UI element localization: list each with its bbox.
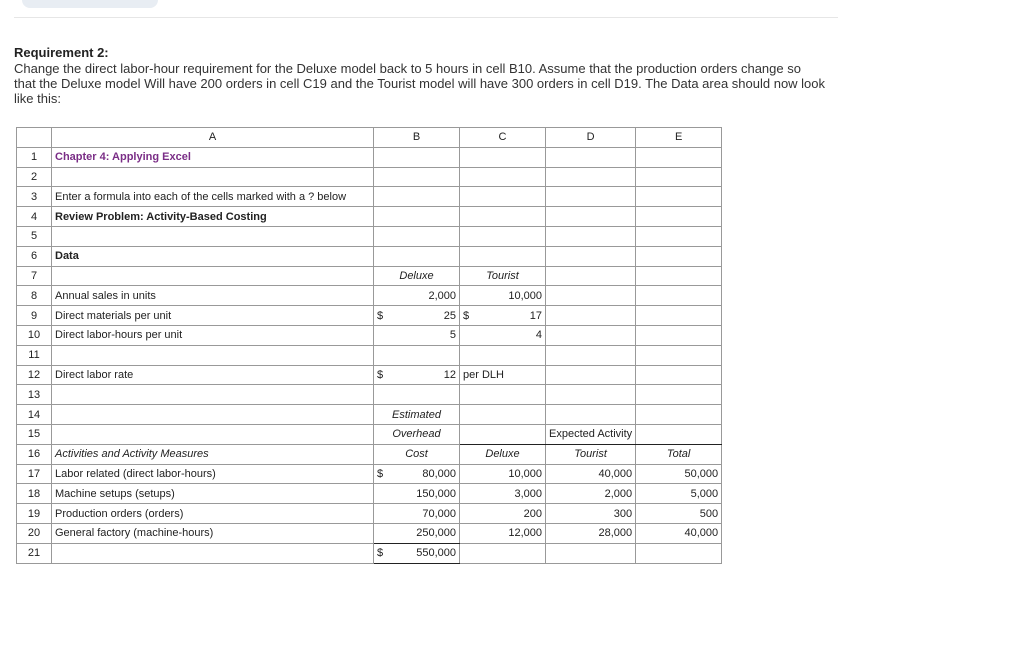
cell-d12 xyxy=(546,365,636,385)
row-6 xyxy=(17,246,722,266)
cell-d15: Expected Activity xyxy=(546,424,636,444)
cell-a16: Activities and Activity Measures xyxy=(52,444,374,464)
cell-b1 xyxy=(374,147,460,167)
cell-b18: 150,000 xyxy=(374,484,460,504)
cell-e12 xyxy=(636,365,722,385)
cell-d13 xyxy=(546,385,636,405)
row-header: 9 xyxy=(17,306,52,326)
row-header: 1 xyxy=(17,147,52,167)
row-header: 11 xyxy=(17,345,52,365)
cell-a3: Enter a formula into each of the cells marked with a ? below xyxy=(52,187,374,207)
cell-d19: 300 xyxy=(546,504,636,524)
cell-a8: Annual sales in units xyxy=(52,286,374,306)
row-21 xyxy=(17,543,722,563)
cell-c4 xyxy=(460,207,546,227)
row-header: 2 xyxy=(17,167,52,187)
cell-b12 xyxy=(374,365,460,385)
column-header-c: C xyxy=(460,128,546,148)
row-header: 3 xyxy=(17,187,52,207)
cell-a10: Direct labor-hours per unit xyxy=(52,325,374,345)
cell-e3 xyxy=(636,187,722,207)
cell-b4 xyxy=(374,207,460,227)
row-7 xyxy=(17,266,722,286)
row-header: 12 xyxy=(17,365,52,385)
cell-value: 12 xyxy=(443,368,456,381)
cell-e15 xyxy=(636,424,722,444)
cell-b11 xyxy=(374,345,460,365)
cell-c14 xyxy=(460,405,546,425)
cell-d7 xyxy=(546,266,636,286)
cell-c13 xyxy=(460,385,546,405)
row-9 xyxy=(17,306,722,326)
requirement-text: Change the direct labor-hour requirement for the Deluxe model back to 5 hours in cell B10. Assume that the production orders change so that the Deluxe model Will have 200 orders in cell C19 and the Tourist model will have 300 orders in cell D19. The Data area should now look like this: xyxy=(14,61,826,106)
row-16 xyxy=(17,444,722,464)
cell-e14 xyxy=(636,405,722,425)
row-header: 8 xyxy=(17,286,52,306)
row-10 xyxy=(17,325,722,345)
top-tab-pill[interactable] xyxy=(22,0,158,8)
cell-d10 xyxy=(546,325,636,345)
cell-e11 xyxy=(636,345,722,365)
cell-e2 xyxy=(636,167,722,187)
cell-b14: Estimated xyxy=(374,405,460,425)
row-header: 20 xyxy=(17,523,52,543)
cell-c3 xyxy=(460,187,546,207)
row-8 xyxy=(17,286,722,306)
cell-e16: Total xyxy=(636,444,722,464)
cell-b10: 5 xyxy=(374,325,460,345)
cell-d9 xyxy=(546,306,636,326)
cell-e17: 50,000 xyxy=(636,464,722,484)
cell-b13 xyxy=(374,385,460,405)
corner-cell xyxy=(17,128,52,148)
cell-b15: Overhead xyxy=(374,424,460,444)
currency-symbol: $ xyxy=(463,309,470,322)
column-header-b: B xyxy=(374,128,460,148)
row-1 xyxy=(17,147,722,167)
currency-symbol: $ xyxy=(377,547,384,560)
cell-b19: 70,000 xyxy=(374,504,460,524)
row-13 xyxy=(17,385,722,405)
cell-d5 xyxy=(546,226,636,246)
cell-b20: 250,000 xyxy=(374,523,460,543)
cell-a18: Machine setups (setups) xyxy=(52,484,374,504)
column-header-d: D xyxy=(546,128,636,148)
row-2 xyxy=(17,167,722,187)
row-3 xyxy=(17,187,722,207)
cell-a12: Direct labor rate xyxy=(52,365,374,385)
cell-e4 xyxy=(636,207,722,227)
cell-e21 xyxy=(636,543,722,563)
row-20 xyxy=(17,523,722,543)
currency-symbol: $ xyxy=(377,467,384,480)
cell-c16: Deluxe xyxy=(460,444,546,464)
cell-a6: Data xyxy=(52,246,374,266)
cell-c10: 4 xyxy=(460,325,546,345)
cell-d20: 28,000 xyxy=(546,523,636,543)
row-header: 10 xyxy=(17,325,52,345)
cell-d2 xyxy=(546,167,636,187)
cell-c17: 10,000 xyxy=(460,464,546,484)
cell-c9 xyxy=(460,306,546,326)
cell-a4: Review Problem: Activity-Based Costing xyxy=(52,207,374,227)
row-header: 19 xyxy=(17,504,52,524)
row-header: 13 xyxy=(17,385,52,405)
cell-e7 xyxy=(636,266,722,286)
cell-d18: 2,000 xyxy=(546,484,636,504)
cell-c19: 200 xyxy=(460,504,546,524)
cell-b6 xyxy=(374,246,460,266)
cell-b5 xyxy=(374,226,460,246)
cell-value: 80,000 xyxy=(422,467,456,480)
cell-e13 xyxy=(636,385,722,405)
row-4 xyxy=(17,207,722,227)
cell-a1: Chapter 4: Applying Excel xyxy=(52,147,374,167)
cell-b9 xyxy=(374,306,460,326)
row-12 xyxy=(17,365,722,385)
cell-a17: Labor related (direct labor-hours) xyxy=(52,464,374,484)
cell-e5 xyxy=(636,226,722,246)
cell-d3 xyxy=(546,187,636,207)
row-header: 5 xyxy=(17,226,52,246)
cell-e6 xyxy=(636,246,722,266)
cell-c21 xyxy=(460,543,546,563)
cell-e9 xyxy=(636,306,722,326)
currency-symbol: $ xyxy=(377,368,384,381)
cell-b3 xyxy=(374,187,460,207)
cell-a9: Direct materials per unit xyxy=(52,306,374,326)
cell-a15 xyxy=(52,424,374,444)
row-header: 6 xyxy=(17,246,52,266)
cell-e8 xyxy=(636,286,722,306)
cell-c6 xyxy=(460,246,546,266)
cell-d21 xyxy=(546,543,636,563)
cell-c7: Tourist xyxy=(460,266,546,286)
row-17 xyxy=(17,464,722,484)
cell-d1 xyxy=(546,147,636,167)
cell-value: 550,000 xyxy=(416,547,456,560)
cell-e10 xyxy=(636,325,722,345)
cell-b2 xyxy=(374,167,460,187)
row-header: 21 xyxy=(17,543,52,563)
column-header-a: A xyxy=(52,128,374,148)
row-11 xyxy=(17,345,722,365)
cell-c8: 10,000 xyxy=(460,286,546,306)
row-header: 17 xyxy=(17,464,52,484)
cell-b21 xyxy=(374,543,460,563)
cell-b8: 2,000 xyxy=(374,286,460,306)
row-header: 7 xyxy=(17,266,52,286)
requirement-title: Requirement 2: xyxy=(14,45,109,60)
row-5 xyxy=(17,226,722,246)
cell-a19: Production orders (orders) xyxy=(52,504,374,524)
cell-b16: Cost xyxy=(374,444,460,464)
cell-a7 xyxy=(52,266,374,286)
cell-c20: 12,000 xyxy=(460,523,546,543)
cell-a13 xyxy=(52,385,374,405)
cell-d8 xyxy=(546,286,636,306)
cell-b7: Deluxe xyxy=(374,266,460,286)
row-header: 15 xyxy=(17,424,52,444)
cell-e18: 5,000 xyxy=(636,484,722,504)
spreadsheet xyxy=(16,127,722,564)
cell-a20: General factory (machine-hours) xyxy=(52,523,374,543)
cell-d4 xyxy=(546,207,636,227)
cell-d14 xyxy=(546,405,636,425)
cell-d11 xyxy=(546,345,636,365)
cell-a5 xyxy=(52,226,374,246)
row-header: 16 xyxy=(17,444,52,464)
cell-a11 xyxy=(52,345,374,365)
cell-d17: 40,000 xyxy=(546,464,636,484)
cell-c11 xyxy=(460,345,546,365)
column-header-e: E xyxy=(636,128,722,148)
cell-e19: 500 xyxy=(636,504,722,524)
row-18 xyxy=(17,484,722,504)
column-header-row xyxy=(17,128,722,148)
row-14 xyxy=(17,405,722,425)
cell-a2 xyxy=(52,167,374,187)
row-header: 18 xyxy=(17,484,52,504)
cell-c12: per DLH xyxy=(460,365,546,385)
cell-d6 xyxy=(546,246,636,266)
cell-d16: Tourist xyxy=(546,444,636,464)
cell-c15 xyxy=(460,424,546,444)
divider xyxy=(14,17,838,18)
cell-e20: 40,000 xyxy=(636,523,722,543)
row-header: 4 xyxy=(17,207,52,227)
cell-c18: 3,000 xyxy=(460,484,546,504)
cell-c1 xyxy=(460,147,546,167)
row-19 xyxy=(17,504,722,524)
row-header: 14 xyxy=(17,405,52,425)
cell-e1 xyxy=(636,147,722,167)
cell-a21 xyxy=(52,543,374,563)
cell-value: 25 xyxy=(443,309,456,322)
cell-a14 xyxy=(52,405,374,425)
cell-value: 17 xyxy=(529,309,542,322)
currency-symbol: $ xyxy=(377,309,384,322)
cell-c2 xyxy=(460,167,546,187)
cell-b17 xyxy=(374,464,460,484)
row-15 xyxy=(17,424,722,444)
cell-c5 xyxy=(460,226,546,246)
